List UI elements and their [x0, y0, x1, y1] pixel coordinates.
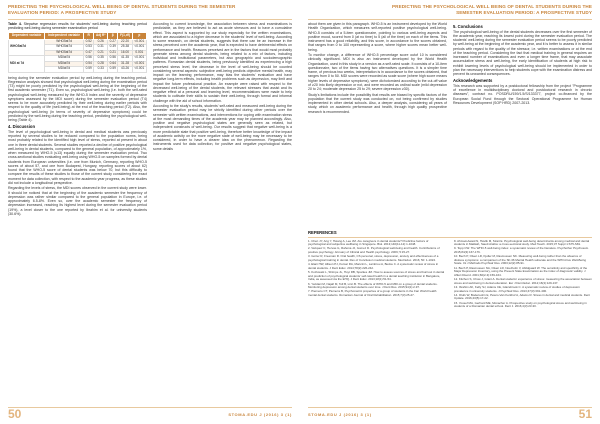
table-cell: 43.26 [118, 67, 132, 73]
table-cell: <0.001 [132, 61, 146, 67]
table-cell: 0.59 [84, 67, 94, 73]
body-paragraph: This research was supported by a postdoctoral fellowship from the project "Programme of excellence in multidisciplinary doctoral and postdoctoral research in chronic diseases", contract no. POSDRU/159/1.5/S/133377, project co-financed by the European Social Fund through the Sectoral Operational Programme for Human Resources Development (SOP HRD) 2007-2013. [453, 83, 592, 105]
regression-table [8, 32, 147, 72]
footer-divider-right [308, 407, 592, 408]
table-header-cell: β [108, 33, 118, 39]
table-cell: 0.64 [108, 61, 118, 67]
table-cell: 0.56 [84, 56, 94, 62]
table-cell: MDIat7d [45, 67, 84, 73]
table-cell: 41.35 [118, 56, 132, 62]
section-heading-discussion: 4. Discussion [8, 123, 35, 129]
table-cell: 31.28 [118, 61, 132, 67]
table-cell: 0.39 [108, 45, 118, 51]
table-cell: 0.28 [94, 61, 108, 67]
table-caption-text: Stepwise regression results for students' well-being during teaching period predicting well-being during semester examination period [8, 22, 147, 31]
right-column-2 [453, 22, 592, 228]
table-cell: 0.33 [94, 67, 108, 73]
page-number-left: 50 [8, 407, 22, 421]
reference-item: 6. Yazdani M, Najafi M, Toll B, Linn B. The effects of WHO-5 and MDI on a group of dental students. Monitoring depression among dental students over time. J Dent Res. 2015;94(1):2-97. [308, 281, 438, 290]
reference-item: 12. Kitchen S, Chow J, Grant A. Dental students' experience of stress: measuring the association between stress and well-being in dental education. Eur J Dent Educ. 2012;16(3):129-137. [454, 277, 592, 285]
table-cell: WHO5at7d [45, 50, 84, 56]
body-paragraph: According to current knowledge, the association between stress and examinations is predictable, as they are believed to act as acute stressors and to have a cumulative effect. This aspect is supported by our study especially for the written examinations, which are associated to a higher decrease in the students' level of well-being. According to some research, on dental students, suggests that there can be an increase in the stress perceived over the academic year, that is expected to have detrimental effects on performance and health. Reasons perceived are in the factors that would most probably generate stress among dental students, being related to a mix of factors, including individual and institutional parameters, but also geographic and sociodemographic patterns. Romanian dental students, being previously identified as experiencing a high perceived stress level, the decrease in the level of well-being should be counted considering several aspects: subjective well-being predicts objective mental health, may impact on the learning performance, may bias the students' evaluation and have negative long-term effects, including health problems such as depression, may limit and impact the future professional practice. An example were raised with respect to the decreased well-being of the dental students, the relevant stresses that assist and its negative effect at a personal and learning level, recommendations were made to help students to cultivate their skills to sustain their well-being, through formal and informal challenge with the aid of school information. [153, 22, 292, 103]
reference-item: 5. Kozlowski L, Shimpe JL, Hoyt RB, Sparkes JM. How to assess sources of stress and burnout in dental and prediction of psychological students' self-rated health in a dental teaching institution in Bangalore, India, as assessed via the EHQ. J Dent Educ. 2013;18(1):51-54. [308, 270, 445, 282]
table-cell: <0.001 [132, 56, 146, 62]
table-cell: 0.26 [94, 39, 108, 45]
table-group-label: WHO5at7d [9, 39, 45, 56]
reference-item: 2. Vazquez C, Hervas G, Rahona JJ, Gomez D. Psychological well-being and health. Contributions of positive psychology. Annuary of Clinical and Health psychology. 2009; 5:15-27. [308, 246, 440, 254]
table-cell: MDIat7d [45, 56, 84, 62]
table-header-cell: Independent variable [45, 33, 84, 39]
table-cell: 0.31 [94, 45, 108, 51]
reference-item: 15. Yousef MA, Gerhard ME, Monacher A. Prospective study on psychological stress and well-being in students of a Romanian dental school. Dent J. 2016;4(3):23-30. [454, 300, 587, 309]
table-group-label: MDI at 7d [9, 56, 45, 73]
table-cell: 0.56 [108, 56, 118, 62]
table-cell: <0.001 [132, 39, 146, 45]
table-cell: 25.38 [118, 45, 132, 51]
reference-item: 14. Olufs W, Bodensohn E, Peters-Van Kerkhof A, Adams R. Stress in dental and medical students. Dent Update. 2016;43(5):17-22. [454, 292, 590, 301]
footer-divider-left [8, 407, 292, 408]
table-cell: 0.21 [108, 50, 118, 56]
table-header-cell: Dependent variable [9, 33, 45, 39]
references-column-2 [454, 240, 592, 310]
body-paragraph: To monitor change, a difference of WHO-5 percentage score outof 10 is considered clinically significant. MDI is also an instrument developed by the World Health Organization, used in this study in a version as a self-rated scale. It consists of a 10-item questionnaire, two of the items having two alternatives questions. It is a simpler time frame, of previous two weeks, interpretation is in accordance to the scores obtained, that ranges from 0 to 50. MDI scores were recorded as scale score (where high score means higher levels of depressive symptoms), were dichotomized according to the cut-off value of ≥20 into likely depression or not, and were recorded as ordinal scale (mild depression 20 to 24; moderate depression 25 to 29; severe depression ≥30). [308, 53, 447, 92]
table-cell: 0.59 [108, 67, 118, 73]
table-header-cell: p [132, 33, 146, 39]
table-cell: <0.001 [132, 67, 146, 73]
table-cell: MDIat7d [45, 61, 84, 67]
reference-item: 3. Gorter R, Freeman R. Oral health, CS personal, stress, depression, anxiety and effectiveness of a psychological training in dental. Rev of Conclusion medical students. Med Educ. 2016; 50: 1-1024. [308, 254, 439, 262]
reference-item: 13. Ibrahim AK, Kelly SJ, Adams CE, Glazebrook C. A systematic review of studies of depression prevalence in university students. J Psychiatr Res. 2013;47(3):391-400. [454, 285, 580, 293]
reference-item: 9. Topp CW. The WHO-5 well-being index: a systematic review of the literature. Psychother Psychosom. 2015;84(3):167-176. [454, 246, 590, 254]
table-caption-label: Table 4. [8, 22, 22, 26]
body-paragraph: being during the semester evaluation period by well-being during the teaching period. Regression analysis showed that psychological well-being during the examination period (T3) might be poorly predicted by the psychological well-being at the beginning of the first academic semester (T1). Even so, psychological well-being (i.e. both the self-rated psychological well-being measured by the WHO-5 index and the severity of depressive symptoms assessed by the MDI score) during the semester evaluation period (T4) seems to be more accurately predicted by their well-being during earlier periods with respect to the quality of life (well-being) at the end of the teaching period (T2). Also, the psychological well-being (in terms of severity of depressive symptoms) could be predicted by the well-being during the teaching period, predicting the psychological well-being (Table 4). [8, 75, 147, 122]
table-cell: 0.21 [94, 50, 108, 56]
top-divider-left [8, 19, 292, 20]
reference-item: 8. Ahmad-Awaid N, Havlik M, Strait E. Psychological well-being determinants among medical and dental students in Makkah, Saudi Arabia: a cross-sectional study. Med Teach. 2015;37 Suppl 1:S75-S81. [454, 238, 590, 247]
table-caption [8, 22, 147, 30]
references-columns [308, 240, 592, 310]
table-cell: <0.001 [132, 45, 146, 51]
journal-footer-right: STOMA.EDU J (2016) 3 (1) [308, 412, 372, 417]
left-column-1 [8, 22, 147, 408]
table-cell: 0.54 [84, 61, 94, 67]
table-header-cell: Adj R² [94, 33, 108, 39]
reference-item: 7. Piemens CT, Piemens B, Psychometric properties of a group of students in the Fan World health mental dental students. Romanian Journal of Oral Rehabilitation. 2015;7(3):25-27. [308, 289, 437, 297]
top-divider-right [308, 19, 592, 20]
table-cell: 22.20 [118, 39, 132, 45]
table-cell: WHO5at7d [45, 45, 84, 51]
body-paragraph: The level of psychological well-being in dental and medical students was previously reported by several studies to be reduced compared to the population norms, being most probably related to the identified high level of stress, reported at present in about one in three dental students. Several studies reported a decline of positive psychological well-being in dental students, compared to the general population, of approximately 1%, when measured by WHO-5 (≤13) equally during the semester evaluation period. Two cross-sectional studies evaluating well-being using WHO-5 on samples formed by dental students from European universities (i.e. one from Munich, Germany, reporting WHO-5 scores of about 57, and one from Budapest, Hungary, reporting scores of about 62) found that the WHO-5 score of dental students was below 70, but this difficulty to compare the results of these studies to those of the current study considering the exact moment for data collection, with respect to the academic year progress, as these studies did not include a longitudinal perspective. [8, 129, 147, 185]
section-heading-acknowledgements: Acknowledgements [453, 77, 493, 83]
journal-footer-left: STOMA.EDU J (2016) 3 (1) [228, 412, 292, 417]
body-paragraph: The psychological well-being of the dental students decreases over the first semester of the academic year, reaching its lowest point during the semester evaluation period. The students' well-being during the semester evaluation period seems to be poorly predicted by well-being at the beginning of the academic year, and it is better to assess it in similar periods with regard to the quality of the stressor, i.e. written examinations or at the end of the teaching period. Considering the fact that medical training in general requires an increased number of examinations and even a longer time frame, that may associate accumulative stress and well-being, the early identification of students at high risk to exhibit lowering levels of psychological well-being should be implemented in order to plan the necessary interventions to help students cope with the examination distress and prevent its unwanted consequences. [453, 29, 592, 76]
table-header-cell: R [84, 33, 94, 39]
section-heading-conclusions: 5. Conclusions [453, 23, 483, 29]
reference-item: 4. Elani HW, Allison PJ, Kumar RA, Mancini L, Lambrou A, Bedos C. A systematic review of stress in dental students. J Dent Educ. 2014;78(2):226-242. [308, 262, 439, 270]
page-number-right: 51 [578, 407, 592, 421]
body-paragraph: about them are given in this paragraph. WHO-5 is an instrument developed by the World Health Organization, which measures self-reported positive psychological well-being. WHO-5 consists of a 5-item questionnaire, pointing to various well-being aspects and positive mood, scored from 0 (at no time) to 5 (all of the time) on each of the items. This instrument has a good reliability, and this score, in accordance to the scores obtained, that ranges from 0 to 100 representing a score, where higher scores mean better well-being. [308, 22, 447, 52]
references-section [308, 230, 592, 408]
running-head-left: PREDICTING THE PSYCHOLOGICAL WELL BEING OF DENTAL STUDENTS DURING THE SEMESTER EVALUATION PERIOD: A PROSPECTIVE STUDY [8, 4, 236, 15]
table-cell: 0.53 [84, 45, 94, 51]
body-paragraph: Study's limitations include the possibility that results are biased by specific factors of the population that the current study was conducted on, not being confirmed by studies implemented in other dental schools. Also, a deeper analysis, considering all years of study, which on academic performance and health, through high quality prospective research is recommended. [308, 92, 447, 114]
table-cell: 0.35 [94, 56, 108, 62]
body-paragraph: According to the study's results, students' self-rated and measured well-being during the semester evaluation period may be strictly identified during other periods over the semester with written examinations, and interventions for coping with examination stress at the most demanding times of the academic year may be planned accordingly. Also, positive and negative psychological states are generally seen as related, but independent constructs of well-being. Our results suggest that negative well-being is a more predictable state that positive well-being, therefore better knowledge of the impact of academic activity on the more negative state of well-being may be necessary to be considered, in order to have a clearer idea on the phenomenon. Regarding the instruments used for data collection, for positive and negative psychological states, some details [153, 104, 292, 151]
running-head-right: PREDICTING THE PSYCHOLOGICAL WELL BEING OF DENTAL STUDENTS DURING THE SEMESTER EVALUATION PERIOD: A PROSPECTIVE STUDY [391, 4, 592, 15]
references-column-1 [308, 240, 446, 310]
left-column-2 [153, 22, 292, 408]
reference-item: 1. Chen JY, Ang Y, Hsiang A, Lee JM. Are caregivers in dental students? Predictive factors of psychological and subjective wellbeing in Singapore. Biol. 2013;140(11-12):1-1048. [308, 238, 429, 247]
table-cell: 0.27 [108, 39, 118, 45]
table-cell: WHO5at7d [45, 39, 84, 45]
references-heading: REFERENCES [308, 230, 592, 238]
table-cell: 16.00 [118, 50, 132, 56]
table-cell: 0.001 [132, 50, 146, 56]
reference-item: 11. Bech P, Rasmussen NA, Olsen LR, Noerholm V, Abildgaard W. The sensitivity and specificity of the Major Depression Inventory, using the Present State Examination as the index of diagnostic validity. J Affect Disord. 2001;66(2-3):159-164. [454, 265, 588, 277]
reference-item: 10. Bech P, Olsen LR, Kjoller M, Rasmussen NK. Measuring well-being rather than the absence of distress symptoms: a comparison of the SF-36 Mental Health subscale and the WHO-Five Well-Being Scale. Int J Methods Psychiatr Res. 2003;12(2):85-91. [454, 254, 587, 266]
table-cell: 0.47 [84, 50, 94, 56]
table-header-cell: F(1,df) [118, 33, 132, 39]
body-paragraph: Regarding the levels of stress, the MDI scores observed in the current study were lower. It should be noticed that at the beginning of the academic semester the frequency of depression was rather similar compared to the general population in Europe, i.e. of approximately 6.5-8%. Even so, over the academic semester the frequency of depression increased, reaching its highest level during the semester evaluation period (19%), a level closer to the one reported by Ibrahim et al. for university students (30.6%). [8, 186, 147, 216]
table-cell: 0.52 [84, 39, 94, 45]
right-page [300, 0, 600, 424]
right-column-1 [308, 22, 447, 228]
